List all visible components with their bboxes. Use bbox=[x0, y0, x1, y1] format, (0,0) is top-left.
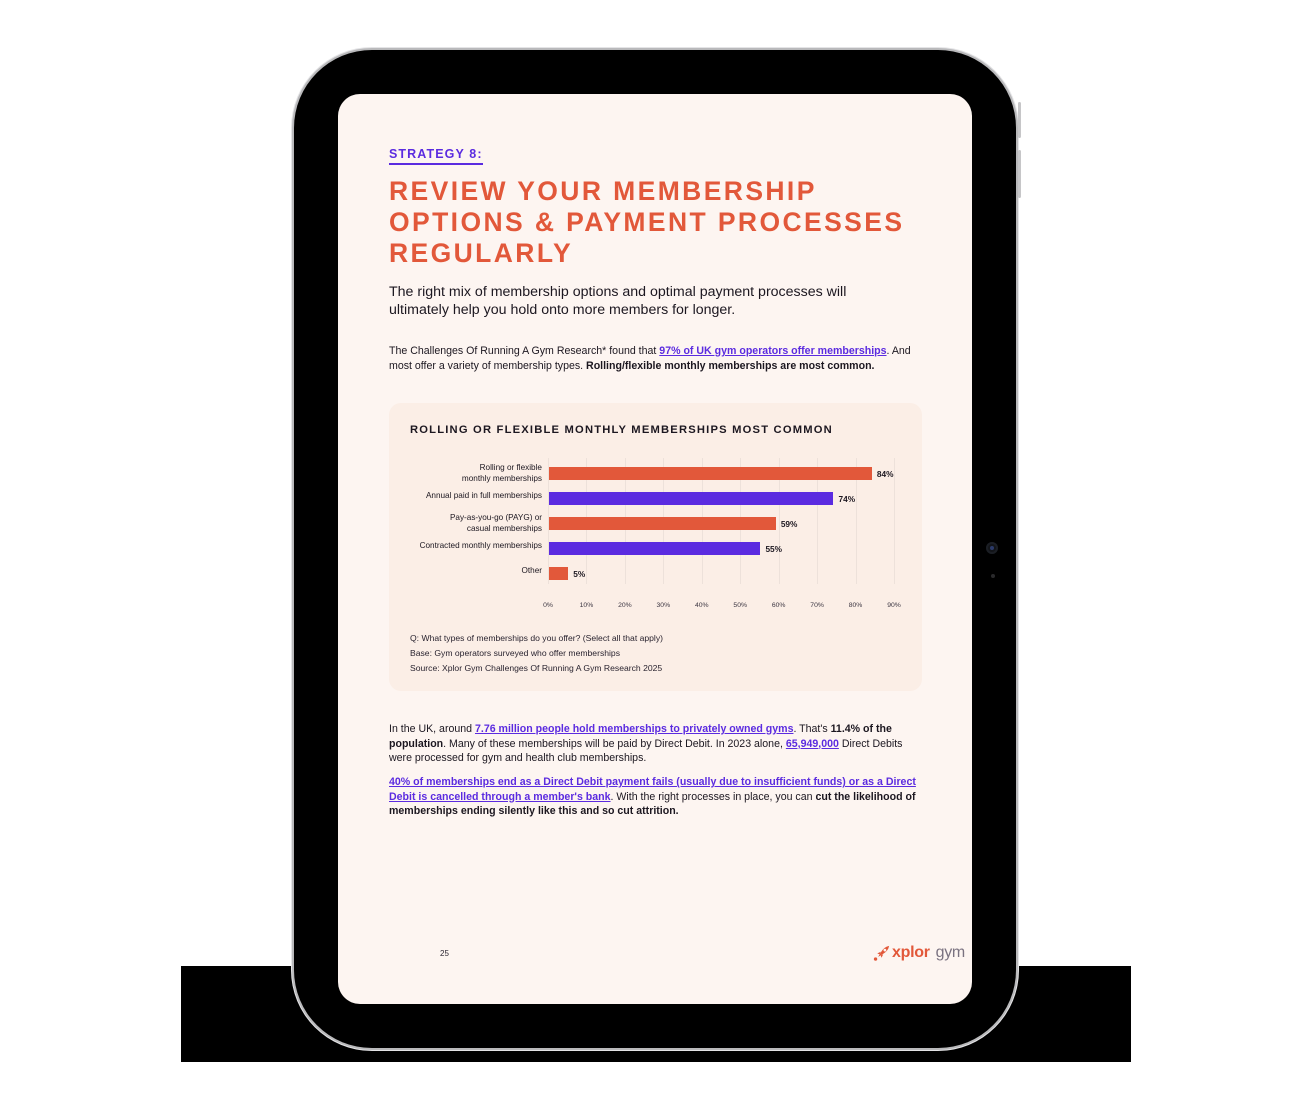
x-tick-label: 0% bbox=[543, 602, 553, 609]
text: . With the right processes in place, you can bbox=[610, 790, 816, 803]
category-label: Contracted monthly memberships bbox=[419, 541, 542, 551]
chart-source: Source: Xplor Gym Challenges Of Running A Gym Research 2025 bbox=[410, 663, 663, 673]
bar-value-label: 74% bbox=[838, 494, 856, 504]
bar-value-label: 55% bbox=[765, 544, 783, 554]
x-tick-label: 90% bbox=[887, 602, 901, 609]
intro-bold: Rolling/flexible monthly memberships are most common. bbox=[586, 359, 875, 372]
attrition-bold: cut the likelihood of memberships ending silently like this and so cut attrition. bbox=[389, 790, 916, 817]
xplor-gym-logo bbox=[873, 944, 965, 962]
category-label: Rolling or flexible monthly memberships bbox=[461, 463, 542, 483]
x-tick-label: 20% bbox=[618, 602, 632, 609]
chart-bar bbox=[549, 492, 833, 505]
bar-chart bbox=[543, 458, 901, 609]
category-label: Annual paid in full memberships bbox=[425, 491, 542, 501]
x-tick-label: 70% bbox=[810, 602, 824, 609]
lead-paragraph: The right mix of membership options and optimal payment processes will ultimately help you hold onto more members for longer. bbox=[389, 284, 847, 318]
strategy-label: STRATEGY 8: bbox=[389, 147, 483, 165]
x-tick-label: 50% bbox=[733, 602, 748, 609]
chart-question: Q: What types of memberships do you offer? (Select all that apply) bbox=[410, 633, 663, 643]
rocket-icon bbox=[873, 945, 890, 962]
intro-text-2: . And most offer a variety of membership types. bbox=[389, 345, 911, 372]
intro-paragraph bbox=[389, 344, 923, 373]
uk-stats-paragraph bbox=[389, 722, 923, 766]
chart-base: Base: Gym operators surveyed who offer memberships bbox=[410, 648, 621, 658]
population-stat: 11.4% of the population bbox=[389, 723, 892, 750]
volume-up-button bbox=[1018, 102, 1021, 138]
text: Direct Debits were processed for gym and health club memberships. bbox=[389, 737, 903, 764]
chart-notes bbox=[410, 631, 663, 676]
category-label: Other bbox=[521, 566, 542, 576]
text: In the UK, around bbox=[389, 723, 475, 735]
chart-bar bbox=[549, 517, 776, 530]
chart-card bbox=[389, 403, 922, 691]
volume-down-button bbox=[1018, 150, 1021, 198]
category-label: Pay-as-you-go (PAYG) or casual memberships bbox=[449, 513, 542, 533]
gridline bbox=[894, 458, 895, 584]
tablet-screen bbox=[338, 94, 972, 1004]
chart-title: ROLLING OR FLEXIBLE MONTHLY MEMBERSHIPS MOST COMMON bbox=[410, 424, 833, 436]
chart-bar bbox=[549, 542, 760, 555]
bar-value-label: 5% bbox=[573, 569, 586, 579]
camera-icon bbox=[986, 542, 998, 554]
chart-bar bbox=[549, 467, 872, 480]
chart-bar bbox=[549, 567, 568, 580]
text: . That's bbox=[793, 723, 831, 735]
x-tick-label: 60% bbox=[771, 602, 786, 609]
direct-debit-fail-link[interactable]: 40% of memberships end as a Direct Debit payment fails (usually due to insufficient funds) or as a Direct Debit is cancelled through a member's bank bbox=[389, 776, 916, 803]
page-title: REVIEW YOUR MEMBERSHIP OPTIONS & PAYMENT PROCESSES REGULARLY bbox=[389, 176, 905, 268]
logo-brand: xplor bbox=[892, 944, 930, 961]
bar-value-label: 84% bbox=[876, 469, 894, 479]
bar-value-label: 59% bbox=[780, 519, 798, 529]
x-tick-label: 10% bbox=[579, 602, 594, 609]
text: . Many of these memberships will be paid by Direct Debit. In 2023 alone, bbox=[443, 737, 786, 750]
page-number: 25 bbox=[440, 949, 449, 958]
x-tick-label: 40% bbox=[694, 602, 709, 609]
x-tick-label: 80% bbox=[848, 602, 863, 609]
attrition-paragraph bbox=[389, 775, 923, 819]
uk-members-link[interactable]: 7.76 million people hold memberships to privately owned gyms bbox=[474, 723, 794, 735]
direct-debits-link[interactable]: 65,949,000 bbox=[785, 737, 839, 750]
sensor-dot bbox=[991, 574, 995, 578]
research-link[interactable]: 97% of UK gym operators offer memberships bbox=[659, 345, 887, 357]
logo-product: gym bbox=[935, 944, 965, 961]
x-tick-label: 30% bbox=[656, 602, 671, 609]
intro-text: The Challenges Of Running A Gym Research* found that bbox=[389, 345, 660, 357]
